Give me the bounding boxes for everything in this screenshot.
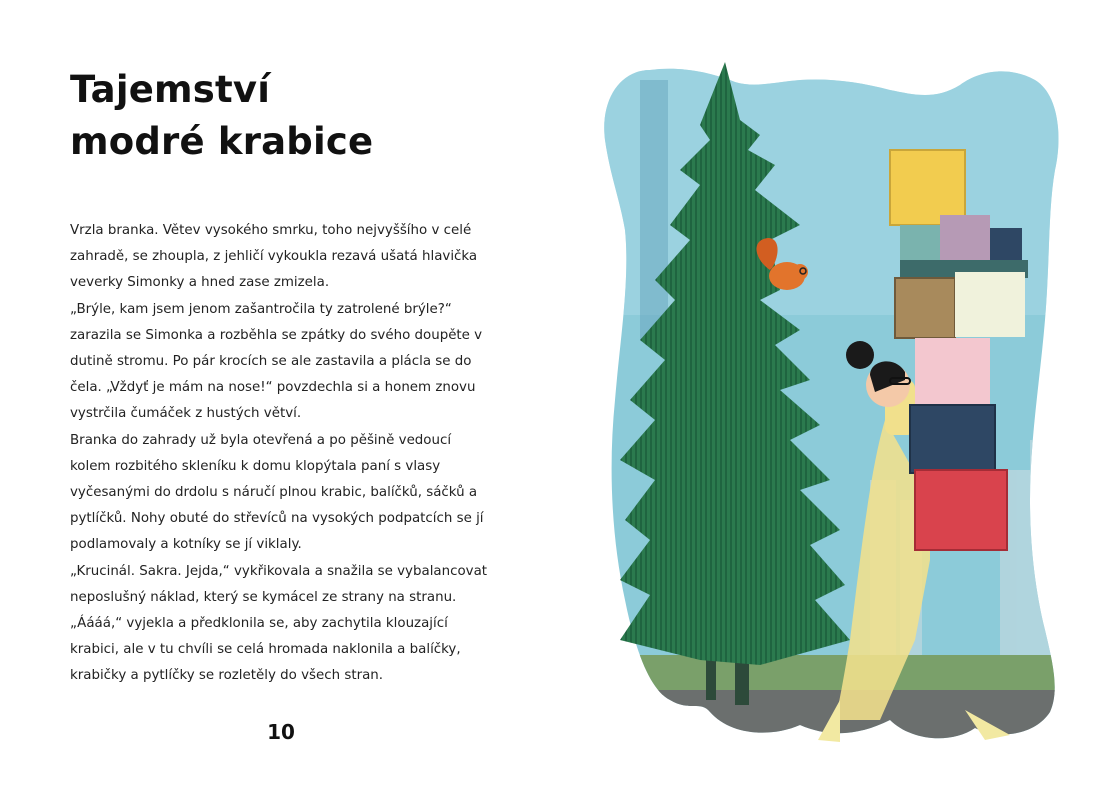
left-page [0,0,556,800]
background-tree-shape [640,80,668,340]
story-illustration [585,55,1065,755]
page-number: 10 [267,720,295,744]
chapter-title [70,64,373,168]
paragraph-4: „Krucinál. Sakra. Jejda,“ vykřikovala a snažila se vybalancovat neposlušný náklad, který se kymácel ze strany na stranu. [70,563,488,605]
grass [585,655,1065,695]
paragraph-3: Branka do zahrady už byla otevřená a po pěšině vedoucí kolem rozbitého skleníku k domu klopýtala paní s vlasy vyčesanými do drdolu s náručí plnou krabic, balíčků, sáčků a pytlíčků. Nohy obuté do střevíců na vysokých podpatcích se jí podlamovaly a kotníky se jí viklaly. [70,432,484,553]
paragraph-1: Vrzla branka. Větev vysokého smrku, toho nejvyššího v celé zahradě, se zhoupla, z jehličí vykoukla rezavá ušatá hlavička veverky Simonky a hned zase zmizela. [70,223,478,291]
chapter-title-line-2: modré krabice [70,120,374,163]
paragraph-5: „Áááá,“ vyjekla a předklonila se, aby zachytila klouzající krabici, ale v tu chvíli se celá hromada naklonila a balíčky, krabičky a pytlíčky se rozletěly do všech stran. [70,616,461,684]
paragraph-2: „Brýle, kam jsem jenom zašantročila ty zatrolené brýle?“ zarazila se Simonka a rozběhla se zpátky do svého doupěte v dutině stromu. Po pár krocích se ale zastavila a plácla se do čela. „Vždyť je mám na nose!“ povzdechla si a honem znovu vystrčila čumáček z hustých větví. [70,301,483,422]
path [585,690,1065,755]
chapter-title-line-1: Tajemství [70,68,271,111]
story-text [70,218,488,690]
